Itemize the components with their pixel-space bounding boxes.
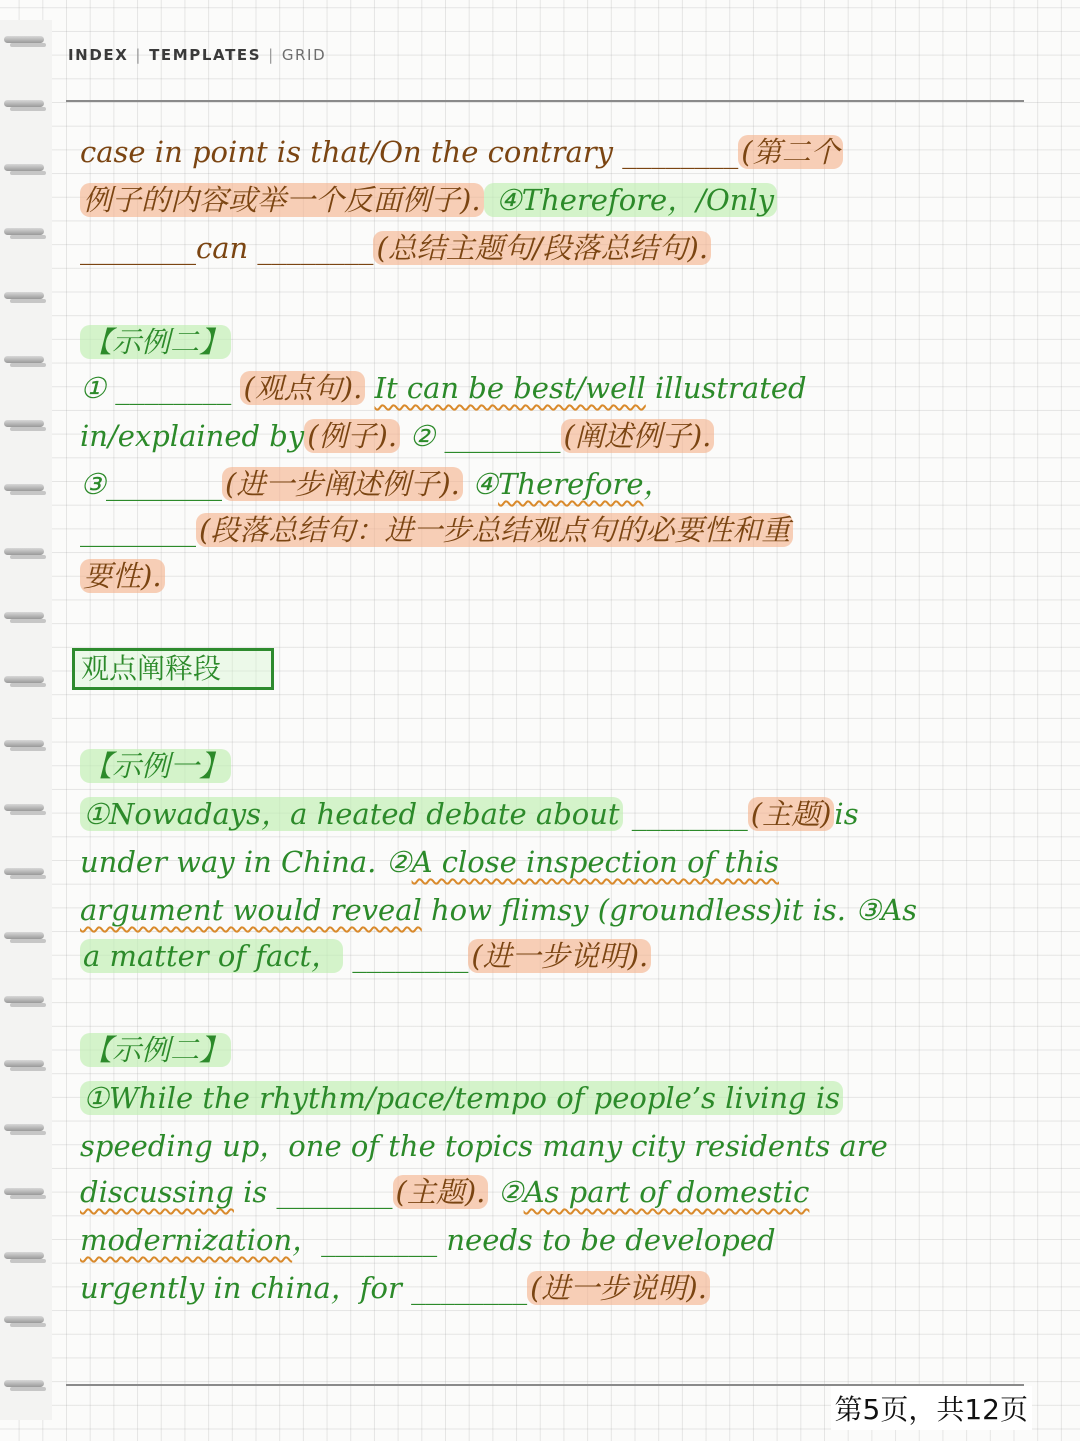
top-divider xyxy=(66,100,1024,102)
binding-ring-icon xyxy=(4,94,48,116)
section-title-box xyxy=(72,648,274,690)
note-line xyxy=(80,228,711,268)
text-run: ③________ xyxy=(80,467,222,501)
binding-ring-icon xyxy=(4,990,48,1012)
text-run: ② xyxy=(488,1175,524,1209)
note-line xyxy=(80,936,651,976)
top-nav xyxy=(68,46,326,64)
highlighted-note: (例子). xyxy=(304,419,400,453)
highlighted-note: 要性). xyxy=(80,559,165,593)
note-line xyxy=(80,890,917,930)
text-run: ________ xyxy=(80,513,196,547)
binding-ring-icon xyxy=(4,1054,48,1076)
spiral-binding xyxy=(0,20,52,1420)
nav-grid[interactable]: GRID xyxy=(281,46,327,64)
note-line xyxy=(80,132,843,172)
binding-ring-icon xyxy=(4,1182,48,1204)
text-run: under way in China. ② xyxy=(80,845,412,879)
wavy-underlined-phrase: As part of domestic xyxy=(523,1175,810,1209)
binding-ring-icon xyxy=(4,1246,48,1268)
note-line xyxy=(80,1268,710,1308)
text-run: ________ xyxy=(343,939,469,973)
note-line xyxy=(80,464,673,504)
text-run: ________can ________ xyxy=(80,231,374,265)
text-run: ④ xyxy=(462,467,499,501)
binding-ring-icon xyxy=(4,1310,48,1332)
binding-ring-icon xyxy=(4,158,48,180)
binding-ring-icon xyxy=(4,414,48,436)
binding-ring-icon xyxy=(4,350,48,372)
binding-ring-icon xyxy=(4,606,48,628)
text-run: is xyxy=(834,797,859,831)
text-run: in/explained by xyxy=(80,419,305,453)
highlighted-phrase: a matter of fact， xyxy=(80,939,343,973)
note-line xyxy=(80,842,779,882)
example-heading xyxy=(80,322,231,362)
highlighted-note: (段落总结句：进一步总结观点句的必要性和重 xyxy=(196,513,793,547)
highlighted-note: (阐述例子). xyxy=(561,419,715,453)
highlighted-phrase: ①While the rhythm/pace/tempo of people’s living is xyxy=(80,1081,843,1115)
nav-separator: | xyxy=(135,46,143,64)
note-line xyxy=(80,180,777,220)
binding-ring-icon xyxy=(4,286,48,308)
text-run: ② ________ xyxy=(400,419,561,453)
text-run: ，________ needs to be developed xyxy=(292,1223,776,1257)
binding-ring-icon xyxy=(4,30,48,52)
wavy-underlined-phrase: argument would reveal xyxy=(80,893,422,927)
example-heading-text: 【示例二】 xyxy=(80,1033,231,1067)
wavy-underlined-phrase: Therefore xyxy=(498,467,644,501)
note-line xyxy=(80,1078,843,1118)
highlighted-note: (进一步阐述例子). xyxy=(222,467,463,501)
binding-ring-icon xyxy=(4,798,48,820)
note-line xyxy=(80,1220,776,1260)
binding-ring-icon xyxy=(4,542,48,564)
text-run: speeding up，one of the topics many city residents are xyxy=(80,1129,888,1163)
highlighted-note: (主题) xyxy=(748,797,835,831)
section-title: 观点阐释段 xyxy=(81,652,222,685)
binding-ring-icon xyxy=(4,862,48,884)
highlighted-phrase: ④Therefore，/Only xyxy=(484,183,778,217)
example-heading-text: 【示例一】 xyxy=(80,749,231,783)
text-run: case in point is that/On the contrary ________ xyxy=(80,135,739,169)
text-run: ， xyxy=(643,467,673,501)
note-line xyxy=(80,1172,809,1212)
note-line xyxy=(80,368,807,408)
highlighted-note: (主题). xyxy=(393,1175,489,1209)
nav-index[interactable]: INDEX xyxy=(68,46,129,64)
text-run: is ________ xyxy=(233,1175,393,1209)
text-run: urgently in china，for ________ xyxy=(80,1271,528,1305)
binding-ring-icon xyxy=(4,670,48,692)
note-line xyxy=(80,510,793,550)
binding-ring-icon xyxy=(4,734,48,756)
highlighted-note: 例子的内容或举一个反面例子). xyxy=(80,183,484,217)
example-heading xyxy=(80,1030,231,1070)
highlighted-note: (进一步说明). xyxy=(527,1271,710,1305)
text-run: ① ________ xyxy=(80,371,241,405)
wavy-underlined-phrase: modernization xyxy=(80,1223,293,1257)
highlighted-note: (总结主题句/段落总结句). xyxy=(373,231,711,265)
text-run: ________ xyxy=(622,797,748,831)
example-heading-text: 【示例二】 xyxy=(80,325,231,359)
wavy-underlined-phrase: A close inspection of this xyxy=(411,845,779,879)
example-heading xyxy=(80,746,231,786)
text-run: how flimsy (groundless)it is. ③As xyxy=(421,893,917,927)
nav-separator: | xyxy=(268,46,275,64)
highlighted-note: (第二个 xyxy=(738,135,842,169)
highlighted-note: (观点句). xyxy=(240,371,365,405)
wavy-underlined-phrase: It can be best/well xyxy=(374,371,646,405)
binding-ring-icon xyxy=(4,1118,48,1140)
note-line xyxy=(80,794,859,834)
wavy-underlined-phrase: discussing xyxy=(80,1175,234,1209)
note-line xyxy=(80,556,165,596)
highlighted-phrase: ①Nowadays，a heated debate about xyxy=(80,797,623,831)
binding-ring-icon xyxy=(4,222,48,244)
binding-ring-icon xyxy=(4,926,48,948)
note-line xyxy=(80,1126,888,1166)
binding-ring-icon xyxy=(4,1374,48,1396)
text-run: illustrated xyxy=(645,371,807,405)
page-indicator: 第5页，共12页 xyxy=(831,1386,1032,1430)
note-line xyxy=(80,416,714,456)
highlighted-note: (进一步说明). xyxy=(468,939,651,973)
nav-templates[interactable]: TEMPLATES xyxy=(149,46,262,64)
binding-ring-icon xyxy=(4,478,48,500)
